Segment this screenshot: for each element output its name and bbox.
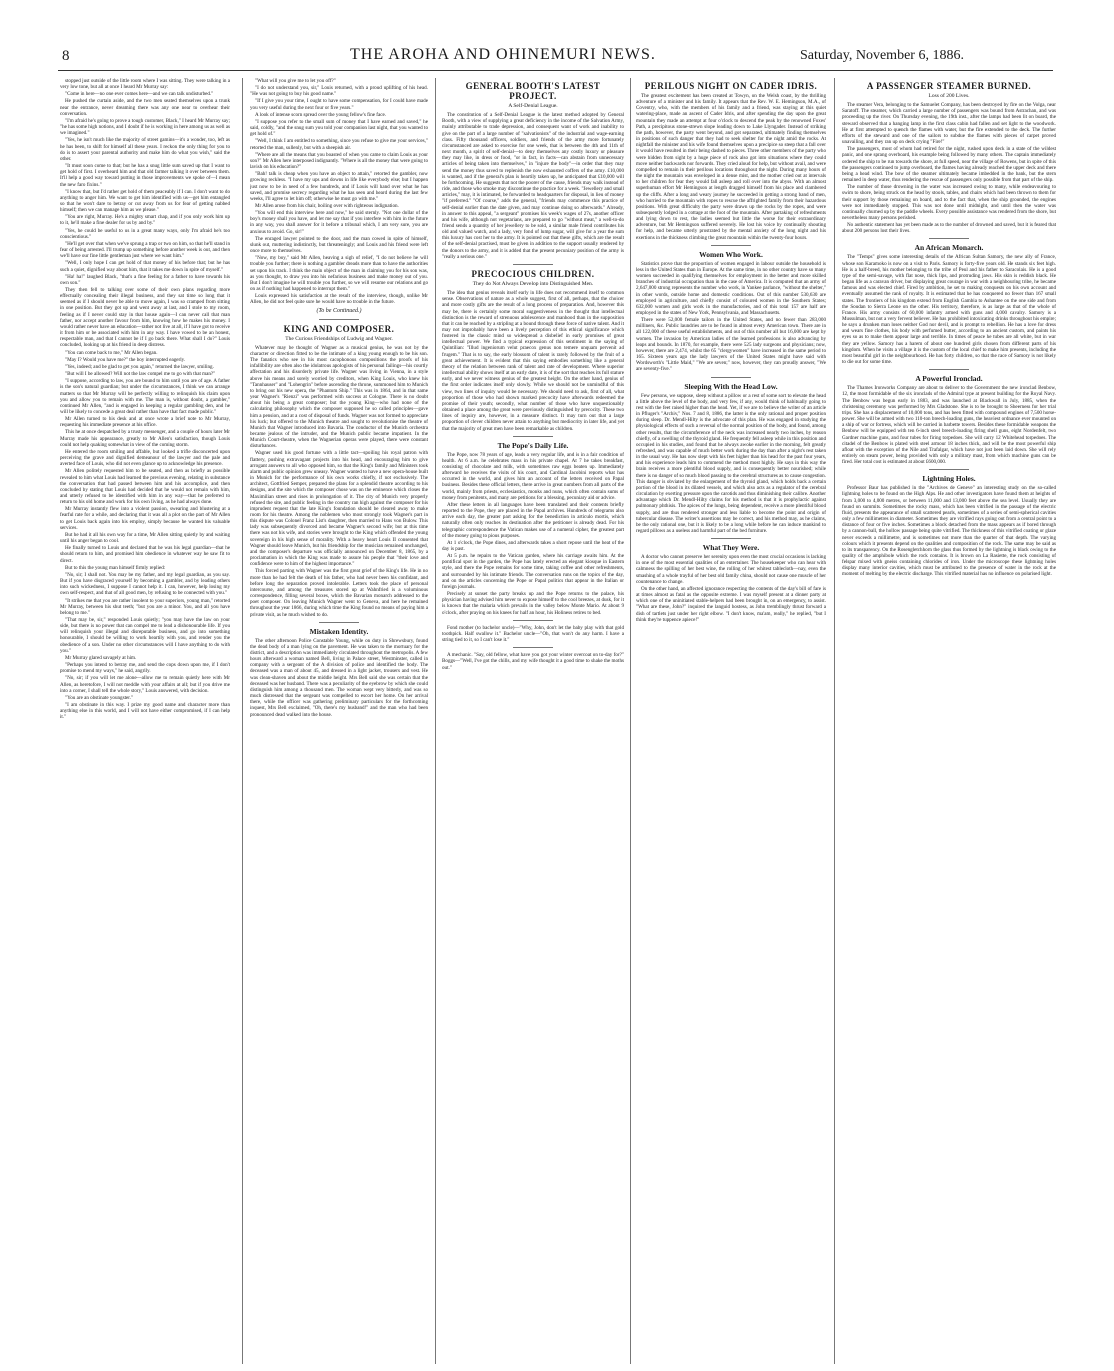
paragraph: A doctor who cannot preserve her serenity upon even the most crucial occasions is lacking in one of the most essential qualities of an entertainer. The housekeeper who can hear with calmness the spilling of her best wine, the rolling of her whitest tablecloth—nay, even the smashing of a whole trayful of her best old family china, should not cause one muscle of her countenance to change. xyxy=(636,554,826,585)
paragraph: "No, sir; if you will let me alone—allow me to remain quietly here with Mr Allen, as heretofore, I will not meddle with your affairs at all; but if you drive me into a corner, I shall tell the whole story," Louis answered, with decision. xyxy=(60,675,230,694)
paragraph: "I know that, but I'd rather get hold of them peaceably if I can. I don't want to do anything to anger him. We want to get him identified with us—get him entangled so that he won't dare to betray or cut away from us for fear of getting nabbed himself; then we can manage him as we please." xyxy=(60,188,230,214)
newspaper-title: THE AROHA AND OHINEMURI NEWS. xyxy=(350,46,656,63)
paragraph: "Perhaps you intend to betray me, and send the cops down upon me, if I don't promise to mend my ways," he said, angrily. xyxy=(60,662,230,675)
column-divider xyxy=(242,78,243,1364)
article-body-king-and-composer xyxy=(250,345,428,618)
paragraph: The idea that genius reveals itself early in life does not recommend itself to common sense. Observations of nature as a whole suggest, first of all, perhaps, that the choicer and more costly gifts are the result of a long process of preparation. And, however this may be, there is certainly some moral suggestiveness in the thought that intellectual distinction is the reward of strenuous adolescence and manhood than in the supposition that it can be reached by a stripling at a bound through these force of native talent. And it may not improbably have been a lively perception of this ethical significance which fostered in the classic mind so widespread a disbelief in early promises of great intellectual power. We find a typical expression of this sentiment in the saying of Quintilian: "Illud ingeniorum velut praecox genus non temere unquam pervenit ad frugem." That is to say, the early blossom of talent is rarely followed by the fruit of a great achievement. It is evident that this saying embodies something like a general theory of the relation between rank of talent and rate of development. Where superior intellectual ability shows itself at an early date, it is of the sort that reaches its full stature early, and we never witness genius of the greatest height. On the other hand, genius of the first order indicates itself only slowly. While we should not be unmindful of this view, two lines of inquiry would be necessary. We should need to ask, first of all, what proportion of those who had shown marked precocity have afterwards redeemed the promise of their youth; secondly, what number of those who have unquestionably obtained a place among the great were previously distinguished by precocity. These two lines of inquiry are, however, in a measure distinct. It may turn out that a large proportion of clever children never attain to anything but mediocrity in later life, and yet that the majority of great men have been remarkable as children. xyxy=(442,290,624,432)
masthead-rule xyxy=(58,70,1053,71)
paragraph: "I am obstinate in this way. I prize my good name and character more than anything else in this world, and I will not have either compromised, if I can help it." xyxy=(60,702,230,721)
paragraph: The greatest excitement has been created at Towyn, on the Welsh coast, by the thrilling adventure of a minister and his family. It appears that the Rev. W. E. Hemingson, M.A., of Coventry, who, with the members of his family and a friend, was staying at this quiet watering-place, made an ascent of Cader Idris, and after spending the day upon the great mountain they made an attempt at four o'clock to descend the peak by the renowned Foxes' Path, a precipitous stone-strewn slope leading down to Lake Llyngader. Instead of striking the path, however, the party went beyond, and got separated, ultimately finding themselves in positions of such danger that they had to seek shelter for the night amid the rocks. At nightfall the minister and his wife found themselves upon a precipice so steep that a fall over it would have resulted in their being dashed to pieces. Three other members of the party who were hidden from sight by a huge piece of rock also got into situations where they could move neither backwards nor forwards. They cried aloud for help, but without avail, and were compelled to remain in their perilous locations throughout the night. During many hours of the night the mountain was enveloped in a dense mist, and the mother cried out at intervals to her children for fear they would fall asleep and roll over into the abyss. With an almost superhuman effort Mr Hemingson at length dragged himself from his place and clambered up the cliffs. After a long and weary journey he succeeded in getting a strong band of men, who hurried to the mountain with ropes to rescue the affrighted family from their hazardous positions. With great difficulty the party were drawn up the rocks by the ropes, and were subsequently lodged in a cottage at the foot of the mountain. After partaking of refreshments and lying down to rest, the ladies seemed but little the worse for their extraordinary adventure, but Mr Hemingson suffered severely. He lost his voice by continually shouting for help, and became utterly prostrated by the mental anxiety of the long night and his exertions in the thickness climbing the great mountain within the twenty-four hours. xyxy=(636,93,826,241)
paragraph: He pushed the curtain aside, and the two men seated themselves upon a trunk near the entrance, never dreaming there was any one near to overhear their conversation. xyxy=(60,98,230,117)
paragraph: The constitution of a Self-Denial League is the latest method adopted by General Booth, with a view of supplying a great deficiency in the income of the Salvation Army, mainly attributable to trade depression, and consequent want of work and inability to give on the part of a large number of "salvationists" of the industrial and wage-earning class. Fifty thousand officers, soldiers, and friends of the army more fortunately circumstanced are asked to exercise for one week, that is between the 4th and 11th of next month, a spirit of self-denial—to deny themselves any costly luxury or pleasure they may like, in dress or food, "or in fact, in facts—can abstain from unnecessary articles of being taken into themselves," in "injure the body"—in order that they may send the money thus saved to replenish the now exhausted coffers of the army. £10,000 is wanted, and if the general's plan is heartily taken up, he anticipated that £10,000 will be forthcoming. He suggests that not the poorer of the cause, friends may walk instead of ride, and those who smoke may discontinue the practice for a week. "Jewellery and small articles," may, it is intimated, be forwarded to headquarters for disposal, in lieu of money "if preferred." "Of course," adds the general, "friends may commence this practice of self-denial earlier than the date given, and may continue doing so afterwards." Already, in answer to this appeal, "a sergeant" promises his week's wages of 27s, another officer and his wife, although not vegetarians, are prepared to go "without meat," a well-to-do friend sends a quantity of her jewellery to be sold, a similar male friend contributes his old and valued watch, and a lady, very fond of lump sugar, will give for a year the sum this luxury has cost her to the army. It is pointed out that these gifts, which are the result of the self-denial practised, must be given in addition to the support usually rendered by the donors to the army, and it is added that the present pecuniary position of the army is "really a serious one." xyxy=(442,112,624,260)
separator xyxy=(513,620,553,621)
separator xyxy=(513,647,553,648)
separator xyxy=(929,369,969,370)
article-heading-king-and-composer: KING AND COMPOSER. xyxy=(283,323,395,334)
article-heading-lightning-holes: Lightning Holes. xyxy=(922,474,976,484)
separator xyxy=(929,469,969,470)
paragraph: "Now, my boy," said Mr Allen, heaving a sigh of relief, "I do not believe he will trouble you further; there is nothing a gambler dreads more than to have the authorities set upon his track. I think the main object of the man in claiming you for his son was, as you thought, to draw you into his nefarious business and make money out of you. But I don't imagine he will trouble you further, so we will resume our relations and go on as if nothing had happened to interrupt them." xyxy=(250,255,428,292)
article-body-general-booth xyxy=(442,112,624,260)
paragraph: Whatever may be thought of Wagner as a musical genius, he was not by the character or direction fitted to be the intimate of a king young enough to be his son. The fanatics who see in his most cacophonous compositions the proofs of his infallibility are often also the idolatrous apologists of his personal failings—his courtly affectation and his disorderly private life. Wagner was living in Vienna, in a style above his means and sorely worried by creditors, when King Louis, who knew his "Tannhauser" and "Lohengrin" before ascending the throne, summoned him to Munich to bring out his new opera, the "Phantom Ship." This was in 1864, and in that same year Wagner's "Rienzi" was performed with success at Cologne. There is no doubt about his being a great composer; but the young King—who had none of the calculating philosophy which the composer supposed he so called principles—gave him a pension, and at a cost of disposal of funds. Wagner was not formed to appreciate his luck; but offered to the Munich theatre and sought to revolutionise the theatre of Munich that Wagner introduced into Bavaria. The conductor of the Munich orchestra became jealous of the intruder, and the Munich public became impatient. In the Munich Court-theatre, when the Wagnerian operas were played, there were constant disturbances. xyxy=(250,344,428,450)
paragraph: "Come in here—no one ever comes here—and we can talk undisturbed." xyxy=(65,91,214,98)
article-body-steamer-burned xyxy=(842,102,1056,234)
paragraph: Mr Murray instantly flew into a violent passion, swearing and blustering at a fearful rate for a while, and declaring that it was all a plot on the part of Mr Allen to get Louis back again into his employ, simply because he wanted his valuable services. xyxy=(60,506,230,531)
snippet: A mechanic. "Say, old fellow, what have you got your winter overcoat on to-day for?" Boggs—"Well, I've got the chills, and my wife thought it a good time to shake the moths out." xyxy=(442,652,624,671)
paragraph: "I suppose, according to law, you are bound to him until you are of age. A father is the son's natural guardian; but under the circumstances, I think we can arrange matters so that Mr Murray will be perfectly willing to relinquish his claim upon you and allow you to remain with me. The man is, without doubt, a gambler," continued Mr Allen, "and is engaged in keeping a regular gambling den, and he will be likely to concede a great deal rather than have that fact made public." xyxy=(60,378,230,415)
article-body-sleeping-head-low xyxy=(636,393,826,535)
paragraph: "Bah! talk is cheap when you have an object to attain," retorted the gambler, now growing reckless. "I have my ups and downs in life like everybody else; but I happen just now to be in need of a few hundreds, and if Louis will hand over what he has saved, and promise secrecy regarding what he has seen and heard during the last few weeks, I'll agree to let him off; otherwise he must go with me." xyxy=(250,171,428,202)
paragraph: At 5 p.m. he repairs to the Vatican garden, where his carriage awaits him. At the pontifical spot in the garden, the Pope has lately erected an elegant kiosque in Eastern style, and there the Pope remains for some time, taking coffee and other refreshments, and surrounded by his intimate friends. The conversation runs on the topics of the day, and on the articles concerning the Pope or Papal politics that appear in the Italian or foreign journals. xyxy=(442,553,624,590)
paragraph: "No, sir; I shall not. You may be my father, and my legal guardian, as you say. But if you have disgraced yourself by becoming a gambler, and by leading others into such wickedness, I suppose I cannot help it. I can, however, help losing my own self-respect, and that of all good men, by refusing to be connected with you." xyxy=(60,571,230,597)
article-body-cader-idris xyxy=(636,93,826,241)
separator xyxy=(711,538,751,539)
paragraph: Mr Allen arose from his chair, boiling over with righteous indignation. xyxy=(255,202,399,209)
separator xyxy=(319,319,359,320)
article-heading-popes-daily-life: The Pope's Daily Life. xyxy=(497,440,569,450)
paragraph: The other afternoon Police Constable Young, while on duty in Shrewsbury, found the dead body of a man lying on the pavement. He was taken to the mortuary for the district, and a description was immediately circulated throughout the metropolis. A few hours afterward a woman named Bell, living in Palace street, Westminster, called in company with a sergeant of the A division of police and identified the body. The deceased was a man of about 45, and dressed in a light jacket, trousers and vest. He was clean-shaven and about the middle height. Mrs Bell said she was certain that the deceased was her husband. There was a peculiarity of the eyebrow by which she could distinguish him among a thousand men. The woman wept very bitterly, and was so much distressed that the sergeant was compelled to escort her home. On her arrival there, while the officer was gathering preliminary particulars for the forthcoming inquest, Mrs Bell exclaimed, "Oh, there's my husband!" and the man who had been pronounced dead walked into the house. xyxy=(250,637,428,718)
article-heading-powerful-ironclad: A Powerful Ironclad. xyxy=(915,374,983,384)
paragraph: Statistics prove that the proportion of women engaged in labour outside the household is less in the United States than in Europe. At the same time, in no other country have so many women succeeded in qualifying themselves for employment in the better and more skilled branches of industrial occupation than in the case of America. It is computed that an army of 2,647,000 strong represents the number who work, in Yankee parlance, "without the shelter," in other words, outside home and domestic conditions. Out of this number 530,630 are employed in agriculture, and chiefly consist of coloured women in the Southern States; 632,000 women and girls work in the manufactories, and of this total 157 are half are employed in the states of New York, Pennsylvania, and Massachusetts. xyxy=(636,260,826,316)
paragraph: This he at once despatched by a trusty messenger, and a couple of hours later Mr Murray made his appearance, greatly to Mr Allen's satisfaction, though Louis could not help quaking somewhat in view of the coming storm. xyxy=(60,429,230,448)
paragraph: The Pope, now 78 years of age, leads a very regular life, and is in a fair condition of health. At 6 a.m. he celebrates mass in his private chapel. At 7 he takes breakfast, consisting of chocolate and milk, with sometimes raw eggs beaten up. Immediately afterward he receives the visits of his court, and Cardinal Jacobini reports what has occurred in the world, and gives him an account of the letters received on Papal business. Besides these official letters, there arrive in great numbers from all parts of the world, mainly from priests, ecclesiastics, monks and nuns, which often contain sums of money from penitents, and many are petitions for a blessing, pecuniary aid or advice. xyxy=(442,451,624,501)
paragraph: "Well, I only hope I can get hold of that money of his before that; but he has such a quiet, dignified way about him, that it takes me down in spite of myself." xyxy=(60,260,230,273)
paragraph: Mr Allen politely requested him to be seated, and then as briefly as possible revealed to him what Louis had learned the previous evening, relating in substance the conversation that had passed between him and his accomplice, and then concluded by stating that Louis had decided that he would not remain with him, and utterly refused to be identified with him in any way—that he preferred to return to his old home and work for his own living, as he had always done. xyxy=(60,468,230,506)
article-heading-sleeping-head-low: Sleeping With the Head Low. xyxy=(684,381,778,391)
paragraph: There were 52,000 female tailors in the United States, and no fewer than 283,000 milliners, &c. Public laundries are to be found in almost every American town. There are in all 122,000 of these useful establishments, and out of this number all but 16,000 are kept by women. The invasion by American ladies of the learned professions is also advancing by leaps and bounds. In 1870, for example, there were 525 lady surgeons and physicians; now, however, there are 2,474, whilst the 65 "clergywomen" have increased in the same period to 165. Sixteen years ago the lady lawyers of the United States might have said with Wordsworth's "Little Maid," "We are seven;" now, however, they can proudly answer, "We are seventy-five." xyxy=(636,317,826,373)
to-be-continued: (To be Continued.) xyxy=(316,308,362,315)
paragraph: Mr Allen turned to his desk and at once wrote a brief note to Mr Murray, requesting his immediate presence at his office. xyxy=(60,416,230,429)
paragraph: The "Temps" gives some interesting details of the African Sultan Samory, the new ally of France, whose son Karamoko is now on a visit to Paris. Samory is forty-five years old. He stands six feet high. He is a half-breed, his mother belonging to the tribe of Peul and his father to Saracolais. He is a good type of the semi-savage, with flat nose, thick lips, and protruding jaws. His skin is reddish black. He began life as a caravan driver, but displaying great courage in war with a neighbouring tribe, he became famous and was elected chief. Fired by ambition, he set to making conquests on his own account and eventually assumed the rank of royalty. It is estimated that he has conquered no fewer than 167 small states. The frontiers of his kingdom extend from English Gambia to Ashantee on the one side and from the Soudan to Sierra Leone on the other. His territory, therefore, is as large as that of the whole of France. His army consists of 60,000 infantry armed with guns and 4,000 cavalry. Samory is a Mussulman, but not a very fervent believer. He has prohibited intoxicating drinks throughout his empire; he says a drunken man loses neither God nor devil, and is prompt to rebellion. He has a love for dress and wears fine clothes, his body with perfumed butter, according to an ancient custom, and paints his eyes so as to make them appear large and terrible. In times of peace he tubes are all white, but in war they are yellow. Samory has a harem of about one hundred girls chosen from different parts of his kingdom. When he visits a village it is the custom of the local chief to make him presents, including the most beautiful girl in the neighbourhood. He has forty children, so that the race of Samory is not likely to die out for some time. xyxy=(842,254,1056,366)
paragraph: "I suppose you refer to the small sum of money that I have earned and saved," he said, coldly, "and the snug sum you told your companion last night, that you wanted to get hold of." xyxy=(250,118,428,138)
article-body-african-monarch xyxy=(842,254,1056,365)
separator xyxy=(929,238,969,239)
article-body-mistaken-identity xyxy=(250,638,428,718)
paragraph: The passengers, most of whom had retired for the night, rushed upon deck in a state of the wildest panic, and one sprang overboard, his example being followed by many others. The captain immediately ordered the ship to be run towards the shore, at full speed, near the village of Rowens, but in spite of this the passengers continued to jump overboard, the flames having already reached the upper deck and there being a head wind. The bow of the steamer ultimately became imbedded in the bank, but the stern remained in deep water, thus rendering the rescue of passengers only possible from that part of the ship. xyxy=(842,146,1056,184)
serial-story-continuation xyxy=(60,78,230,720)
paragraph: No authentic statement has yet been made as to the number of drowned and saved, but it is feared that about 200 persons lost their lives. xyxy=(842,222,1056,235)
paragraph: "What will you give me to let you off?" xyxy=(255,78,336,84)
page-number: 8 xyxy=(62,48,70,64)
paragraph: "You are an obstinate youngster." xyxy=(65,694,134,701)
masthead xyxy=(0,0,1114,86)
paragraph: "I'm afraid he's going to prove a tough customer, Black," I heard Mr Murray say; "he has some high notions, and I doubt if he is working in here among us as well as we imagined." xyxy=(60,117,230,137)
paragraph: "I do not understand you, sir," Louis returned, with a proud uplifting of his head. "He was not going to buy his good name." xyxy=(250,85,428,98)
separator xyxy=(711,245,751,246)
snippet: Fond mother (to bachelor uncle)—"Why, John, don't let the baby play with that gold toothpick. Half swallow it." Bachelor uncle—"Oh, that won't do any harm. I have a string tied to it, so I can't lose it." xyxy=(442,624,624,644)
article-heading-general-booth: GENERAL BOOTH'S LATEST PROJECT. xyxy=(465,81,601,101)
paragraph: Precisely at sunset the party breaks up and the Pope returns to the palace, his physician having advised him never to expose himself to the cool breezes, at dusk, for it is known that the malaria which prevails in the valley below Monte Mario. At about 9 o'clock, after praying on his knees for half an hour, his Holiness retires to bed. xyxy=(442,591,624,616)
paragraph: Few persons, we suppose, sleep without a pillow or a rest of some sort to elevate the head a little above the level of the body, and very few, if any, would think of habitually going to rest with the feet raised higher than the head. Yet, if we are to believe the writer of an article in Pfluger's "Archiv," Nos. 7 and 8, 1886, the latter is the only rational and proper position during sleep. Dr. Mendl-Hilty is the advocate of this plan. He was engaged in studying the physiological effects of such a reversal of the normal position of the body, and found, among other results, that the circumference of the neck was increased nearly two inches, by reason chiefly, of a swelling of the thyroid gland. He frequently fell asleep while in this position and occupied in his studies, and found that he always awoke earlier in the morning, felt greatly refreshed, and was capable of much better work during the day than after a night's rest taken in the usual way. He has now slept with his feet higher than his head for the past four years, and his experience leads him to commend the method most highly. He says in this way the brain receives a more plentiful blood supply, and is consequently better nourished; while there is no danger of so much blood passing to the cerebral structures as to cause congestion. This danger is obviated by the enlargement of the thyroid gland, which holds back a certain portion of the blood in its dilated vessels, and which also acts as a regulator of the cerebral circulation by exerting pressure upon the carotids and thus diminishing their calibre. Another advantage which Dr. Mendl-Hilty claims for his method is that it is prophylactic against pulmonary phthisis. The apices of the lungs, being dependent, receive a more plentiful blood supply, and are thus rendered stronger and less liable to become the point and origin of tubercular disease. The writer's assertions may be correct, and his method may, as he claims, be the only rational one, but it is likely to be a long while before he can induce mankind to regard pillows as a useless and harmful part of the bed furniture. xyxy=(636,392,826,534)
paragraph: "Yes, he isn't much like the majority of street gamins—it's a wonder, too, left as he has been, to shift for himself all these years. I reckon the only thing for you to do is to assert your parental authority and make him do what you wish," said the other. xyxy=(60,137,230,162)
paragraph: Mr Murray glared savagely at him. xyxy=(65,654,137,661)
article-body-women-who-work xyxy=(636,261,826,373)
separator xyxy=(513,264,553,265)
column-1 xyxy=(60,78,230,1364)
paragraph: He entered the room smiling and affable, but looked a trifle disconcerted upon perceiving the grave and dignified demeanour of the lawyer and the pale and averted face of Louis, who did not even glance up to acknowledge his presence. xyxy=(60,448,230,468)
paragraph: Wagner used his good fortune with a little tact—spoiling his royal patron with flattery, pushing extravagant projects into his head, and encouraging him to give arrogant answers to all who opposed him, so that the King's family and Ministers took alarm and public opinion grew uneasy. Wagner wanted to have a new opera-house built in Munich for the performance of his own works chiefly, if not exclusively. The architect, Gottfried Semper, prepared the plans for a splendid theatre according to his designs, and the site which the composer chose was on the eminence which closes the Maximilian street and rises in prolongation of it. The city of Munich very properly refused the site, and public feeling in the country ran high against the composer for his imprudent request that the late King's foundation should be cleared away to make room for his theatre. Among the noblemen who most strongly took Wagner's part in this dispute was Colonel Franz List's daughter, then married to Hans von Bulow. This lady was subsequently divorced and became Wagner's second wife; but at this time there was not his wife, and stories were brought to the King which offended the young sovereign in his high sense of morality. With a heavy heart Louis II consented that Wagner should leave Munich, but his friendship for the musician remained unchanged, and the composer's departure was officially announced on December 8, 1865, by a proclamation in which the King was made to assure his people that "their love and confidence were to him of the highest importance." xyxy=(250,450,428,568)
article-heading-african-monarch: An African Monarch. xyxy=(914,243,984,253)
paragraph: "Where are all the means that you boasted of when you came to claim Louis as your son?" Mr Allen here interposed indignantly. "Where is all the money that were going to lavish on his education?" xyxy=(250,151,428,171)
article-body-popes-daily-life xyxy=(442,452,624,616)
paragraph: The number of those drowning in the water was increased owing to many, while endeavouring to swim to shore, being struck on the head by stools, tables, and chairs which had been thrown to them for their support by those remaining on board, and to the fact that, when the ship grounded, the engines were not immediately stopped. This was not done until midnight, and until then the water was continually churned up by the paddle wheels. Every possible assistance was rendered from the shore, but nevertheless many persons perished. xyxy=(842,184,1056,221)
column-divider xyxy=(834,78,835,1364)
paragraph: At 1 o'clock, the Pope dines, and afterwards takes a short repose until the heat of the day is past. xyxy=(442,539,624,552)
paragraph: But he had it all his own way for a time, Mr Allen sitting quietly by and waiting until his anger began to cool. xyxy=(60,531,230,545)
paragraph: "He'll get over that when we've sprung a trap or two on him, so that he'll stand in fear of being arrested. I'll trump up something before another week is out, and then we'll have our fine little gentleman just where we want him." xyxy=(60,240,230,260)
paragraph: "Ha! ha!" laughed Black, "that's a fine feeling for a father to have towards his own son." xyxy=(60,273,230,286)
paragraph: "If I give you your time, I ought to have some compensation, for I could have made you very useful during the next four or five years." xyxy=(250,98,428,111)
column-divider xyxy=(435,78,436,1364)
article-body-powerful-ironclad xyxy=(842,385,1056,465)
article-body-lightning-holes xyxy=(842,485,1056,577)
article-heading-precocious-children: PRECOCIOUS CHILDREN. xyxy=(471,268,595,279)
column-4 xyxy=(636,78,826,1364)
column-5 xyxy=(842,78,1056,1364)
paragraph: "It strikes me that you are rather insolent to your superiors, young man," retorted Mr Murray, between his shut teeth; "but you are a minor. You, and all you have belong to me." xyxy=(60,597,230,616)
paragraph: The Thames Ironworks Company are about to deliver to the Government the new ironclad Benbow, 12, the most formidable of the six ironclads of the Admiral type at present building for the Royal Navy. The Benbow was begun early in 1883, and was launched at Blackwall in July, 1885, when the christening ceremony was performed by Mrs Gladstone. She is to be brought to Sheerness for her trial trips. She has a displacement of 10,000 tons, and has been fitted with compound engines of 7,500 horse-power. She will be armed with two 110-ton breech-loading guns, the heaviest ordnance ever mounted on a ship of war or fortress, which will be carried in barbette towers. Besides these formidable weapons the Benbow will be equipped with ten 6-inch steel breech-loading firing shell guns, eight Nordenfelt, two Gardner machine guns, and four tubes for firing torpedoes. She will carry 12 Whitehead torpedoes. The citadel of the Benbow is plated with steel armour 18 inches thick, and will be the most powerful ship afloat with the exception of the Nile and Trafalgar, which have not just been laid down. She will rely entirely on steam power, being provided with only a military mast, from which machine guns can be fired. Her total cost is estimated at about £600,000. xyxy=(842,385,1056,466)
article-heading-women-who-work: Women Who Work. xyxy=(699,249,763,259)
paragraph: They then fell to talking over some of their own plans regarding more effectually concealing their illegal business, and they sat time so long that it seemed as if I should never be able to move again, I was so cramped from sitting in one position. But they got up and went away at last, and I stole to my room, feeling as if I never could stay in that house again—I can never call that man father, nor accept another favour from him, knowing how he makes his money. I would rather never have an education—rather not live at all, if I have got to receive it from him or be associated with him in any way. I have vowed to be an honest, respectable man, and that I cannot be if I go back there. What shall I do?" Louis concluded, looking up at his friend in deep distress. xyxy=(60,287,230,349)
separator xyxy=(513,436,553,437)
paragraph: Professor Baur has published in the "Archives de Geneve" an interesting study on the so-called lightning holes to be found on the High Alps. He and other investigators have found them at heights of from 3,000 to 4,000 metres, or between 11,000 and 13,000 feet above the sea level. Usually they are found on summits. Sometimes the rocky mass, which has been vitrified in the passage of the electric fluid, presents the appearance of small scattered pearls, sometimes of a series of semi-spherical cavities only a few millimetres in diameter. Sometimes they are vitrified rays going out from a central point to a distance of four or five inches. Sometimes a block detached from the mass appears as if bored through by a cannon-ball, the hollow passage being quite vitrified. The thickness of this vitrified coating or glaze never exceeds a millimetre, and is sometimes not more than the quarter of that depth. The varying colours which it presents depend on the qualities and composition of the rock. The same may be said as to its transparency. On the Rosengletchhorn the glass thus formed by the lightning is black owing to the quality of the amphibole which the rock contains. It is brown on La Rasiette, the rock consisting of felspar mixed with gneiss containing chlorides of iron. Under the microscope these lightning holes display many interior cavities, which must be attributed to the presence of water in the rock at the moment of melting by the electric discharge. This vitrified material has no influence on polarised light. xyxy=(842,485,1056,578)
paragraph: A look of intense scorn spread over the young fellow's fine face. xyxy=(255,111,387,118)
article-heading-steamer-burned: A PASSENGER STEAMER BURNED. xyxy=(866,81,1032,91)
article-subheading: A Self-Denial League. xyxy=(508,103,558,109)
article-heading-what-they-were: What They Were. xyxy=(702,543,760,553)
paragraph: Louis expressed his satisfaction at the result of the interview, though, unlike Mr Allen, he did not feel quite sure he would have no trouble in the future. xyxy=(250,293,428,306)
paragraph: "Well, I think I am entitled to something, since you refuse to give me your services," retorted the man, sullenly, but with a sheepish air. xyxy=(250,138,428,151)
article-subheading: Loss of 200 Lives. xyxy=(928,93,970,99)
separator xyxy=(319,622,359,623)
issue-date: Saturday, November 6, 1886. xyxy=(800,48,964,63)
paragraph: "Yes, indeed; and be glad to get you again," returned the lawyer, smiling. xyxy=(65,363,214,370)
paragraph: "You are right, Murray. He's a mighty smart chap, and if you only work him up to it, he'll make a fine dealer for us by and by." xyxy=(60,214,230,227)
paragraph: "You can come back to me," Mr Allen began. xyxy=(65,349,158,356)
article-heading-mistaken-identity: Mistaken Identity. xyxy=(309,626,369,636)
paragraph: stopped just outside of the little room where I was sitting. They were talking in a very low tone, but all at once I heard Mr Murray say: xyxy=(60,78,230,91)
article-body-what-they-were xyxy=(636,554,826,623)
serial-story-end xyxy=(250,78,428,305)
paragraph: "But will I be allowed? Will not the law compel me to go with that man?" xyxy=(65,371,216,378)
paragraph: "May I? Would you have me?" the boy interrupted eagerly. xyxy=(65,356,186,363)
paragraph: "That may be, sir," responded Louis quietly; "you may have the law on your side, but there is no power that can compel me to lead a dishonourable life. If you will relinquish your illegal and disreputable business, and go into something honourable, I should be willing to work heartily with you, and render you the obedience of a son. Under no other circumstances will I have anything to do with you." xyxy=(60,616,230,654)
paragraph: The steamer Vera, belonging to the Samuelet Company, has been destroyed by fire on the Volga, near Saratoff. The steamer, which carried a large number of passengers was bound from Astrachan, and was proceeding up the river. On Thursday evening, the 19th inst., after the lamps had been lit on board, the steward observed that a hanging lamp in the first class cabin had fallen and set light to the woodwork. He at first attempted to quench the flames with water, but the fire extended to the deck. The further efforts of the steward and one of the sailors to subdue the flames with pieces of carpet proved unavailing, and they ran up on deck crying "Fire!" xyxy=(842,102,1056,146)
column-2 xyxy=(250,78,428,1364)
paragraph: But to this the young man himself firmly replied: xyxy=(65,564,166,571)
paragraph: "It must soon come to that; but he has a snug little sum saved up that I want to get hold of first. I overheard him and that old farmer talking it over between them. It'll help a good way toward putting in those improvements we spoke of—I mean the new faro fixins." xyxy=(60,163,230,188)
article-heading-cader-idris: PERILOUS NIGHT ON CADER IDRIS. xyxy=(644,81,818,91)
paragraph: He finally turned to Louis and declared that he was his legal guardian—that he should return to him, and promised him obedience in whatever way he saw fit to direct. xyxy=(60,545,230,564)
column-3 xyxy=(442,78,624,1364)
article-body-precocious-children xyxy=(442,290,624,432)
paragraph: "Yes, he could be useful to us in a great many ways, only I'm afraid he's too conscientious." xyxy=(60,227,230,240)
paragraph: The enraged lawyer pointed to the door, and the man cowed in spite of himself, slunk out, muttering indistinctly, but threateningly; and Louis and his friend were left once more to themselves. xyxy=(250,235,428,255)
paragraph: On the other hand, an affected ignorance respecting the contents of the day's bill of fare is at times almost as fatal as the opposite extreme. I was myself present at a dinner party at which one of the uninitiated stable-helpers had been brought in, on an emergency, to assist. "What are these, John?" inquired the languid hostess, as John tremblingly thrust forward a dish of tartlets just under her right elbow. "I don't know, ma'am, really," he replied, "but I think they're tuppence apiece!" xyxy=(636,585,826,623)
paragraph: After these letters in all languages have been translated and their contents briefly reported to the Pope, they are placed in the Papal archives. Hundreds of telegrams also arrive each day, the greater part asking for the benediction in articulo mortis, which naturally often only reaches its destination after the petitioner is already dead. For his telegraphic correspondence the Vatican makes use of a numeral cipher, the greatest part of the money going to pious purposes. xyxy=(442,501,624,539)
column-divider xyxy=(630,78,631,1364)
article-subheading: The Curious Friendships of Ludwig and Wagner. xyxy=(285,335,393,342)
paragraph: "You will end this interview here and now," he said sternly. "Not one dollar of the boy's money shall you have, and let me say that if you interfere with him in the future in any way, you shall answer for it before a tribunal which, I am very sure, you are anxious to avoid. Go, sir!" xyxy=(250,210,428,235)
paragraph: This forced parting with Wagner was the first great grief of the King's life. He in no more than he had felt the death of his father, who had never been his confidant, and before long the separation proved intolerable. Letters took the place of personal intercourse, and among the treasures stored up at Wahnfried is a voluminous correspondence, filling several boxes, which the Bavarian monarch addressed to the poet composer. On leaving Munich Wagner went to Geneva, and here he remained throughout the year 1866, during which time the King found no means of paying him a private visit, as he much wished to do. xyxy=(250,568,428,618)
separator xyxy=(711,377,751,378)
article-subheading: They do Not Always Develop into Distinguished Men. xyxy=(472,280,594,287)
